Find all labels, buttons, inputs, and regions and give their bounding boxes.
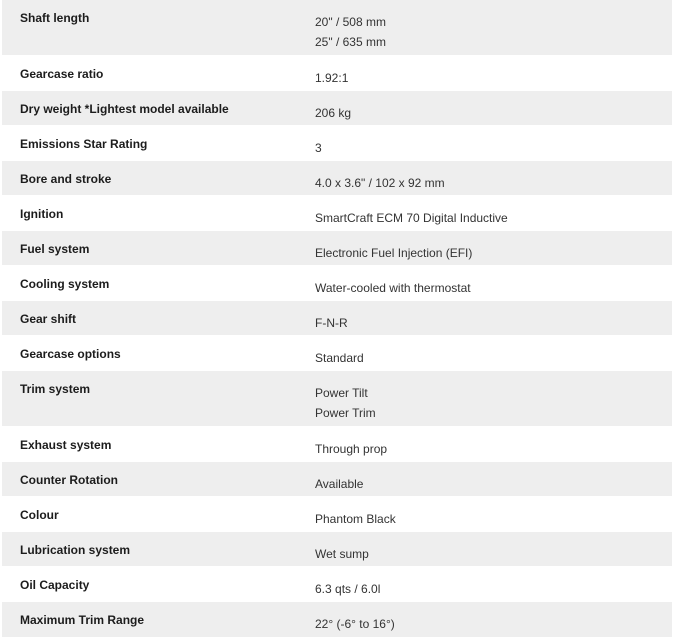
spec-values bbox=[297, 371, 376, 426]
spec-value: Power Tilt bbox=[315, 386, 368, 400]
spec-label: Gearcase options bbox=[20, 347, 121, 361]
spec-value: Available bbox=[315, 477, 364, 491]
spec-values bbox=[297, 567, 380, 601]
spec-values bbox=[297, 462, 363, 496]
spec-row bbox=[2, 371, 672, 427]
spec-row bbox=[2, 567, 672, 602]
spec-label: Colour bbox=[20, 508, 59, 522]
spec-row bbox=[2, 497, 672, 532]
spec-values bbox=[297, 602, 395, 637]
spec-label: Ignition bbox=[20, 207, 64, 221]
spec-row bbox=[2, 231, 672, 266]
spec-values bbox=[297, 336, 364, 370]
spec-values bbox=[297, 497, 396, 531]
spec-value: SmartCraft ECM 70 Digital Inductive bbox=[315, 211, 508, 225]
spec-values bbox=[297, 231, 472, 265]
spec-label: Counter Rotation bbox=[20, 473, 118, 487]
spec-value: 6.3 qts / 6.0l bbox=[315, 582, 381, 596]
spec-label: Gearcase ratio bbox=[20, 67, 104, 81]
spec-label: Shaft length bbox=[20, 11, 90, 25]
spec-row bbox=[2, 126, 672, 161]
spec-row bbox=[2, 196, 672, 231]
spec-row bbox=[2, 266, 672, 301]
spec-value: 25" / 635 mm bbox=[315, 35, 386, 49]
spec-row bbox=[2, 301, 672, 336]
spec-value: 206 kg bbox=[315, 106, 352, 120]
spec-value: Wet sump bbox=[315, 547, 369, 561]
spec-value: Through prop bbox=[315, 442, 388, 456]
spec-value: 4.0 x 3.6" / 102 x 92 mm bbox=[315, 176, 445, 190]
spec-value: Phantom Black bbox=[315, 512, 396, 526]
spec-row bbox=[2, 91, 672, 126]
spec-row bbox=[2, 427, 672, 462]
spec-values bbox=[297, 161, 445, 195]
spec-values bbox=[297, 427, 387, 461]
spec-row bbox=[2, 602, 672, 638]
spec-value: Water-cooled with thermostat bbox=[315, 281, 471, 295]
spec-row bbox=[2, 56, 672, 91]
spec-row bbox=[2, 532, 672, 567]
spec-table bbox=[2, 0, 672, 638]
spec-value: 20" / 508 mm bbox=[315, 15, 386, 29]
spec-value: Electronic Fuel Injection (EFI) bbox=[315, 246, 473, 260]
spec-label: Exhaust system bbox=[20, 438, 112, 452]
spec-value: 3 bbox=[315, 141, 322, 155]
spec-values bbox=[297, 196, 508, 230]
spec-row bbox=[2, 0, 672, 56]
spec-label: Maximum Trim Range bbox=[20, 613, 145, 627]
spec-label: Cooling system bbox=[20, 277, 110, 291]
spec-values bbox=[297, 0, 386, 55]
spec-values bbox=[297, 56, 348, 90]
spec-value: 22° (-6° to 16°) bbox=[315, 617, 395, 631]
spec-value: Standard bbox=[315, 351, 364, 365]
spec-label: Lubrication system bbox=[20, 543, 131, 557]
spec-values bbox=[297, 266, 471, 300]
spec-values bbox=[297, 532, 369, 566]
spec-label: Trim system bbox=[20, 382, 91, 396]
spec-value: 1.92:1 bbox=[315, 71, 349, 85]
spec-values bbox=[297, 91, 351, 125]
spec-label: Bore and stroke bbox=[20, 172, 112, 186]
spec-label: Dry weight *Lightest model available bbox=[20, 102, 229, 116]
spec-values bbox=[297, 126, 322, 160]
spec-label: Emissions Star Rating bbox=[20, 137, 148, 151]
spec-label: Oil Capacity bbox=[20, 578, 90, 592]
spec-row bbox=[2, 336, 672, 371]
spec-label: Fuel system bbox=[20, 242, 90, 256]
spec-row bbox=[2, 161, 672, 196]
spec-value: F-N-R bbox=[315, 316, 348, 330]
spec-label: Gear shift bbox=[20, 312, 77, 326]
spec-values bbox=[297, 301, 348, 335]
spec-value: Power Trim bbox=[315, 406, 376, 420]
spec-row bbox=[2, 462, 672, 497]
